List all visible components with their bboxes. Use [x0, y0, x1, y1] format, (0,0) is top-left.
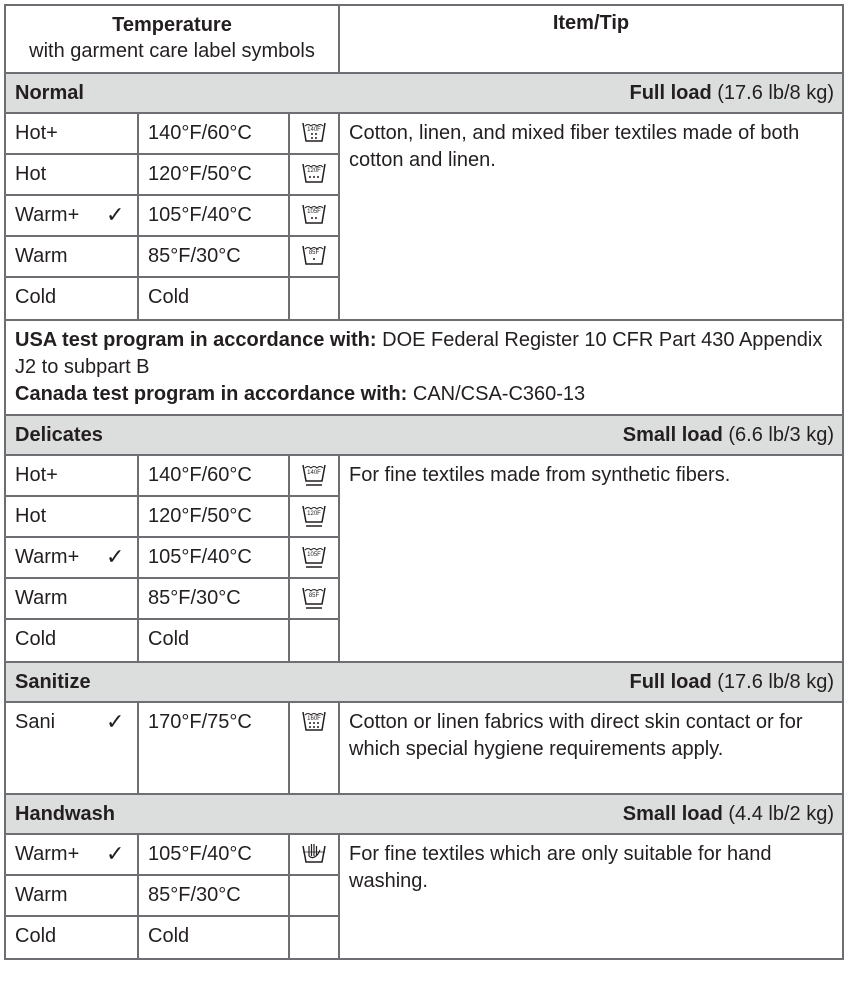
temp-value: 105°F/40°C: [139, 835, 290, 874]
temp-value: 85°F/30°C: [139, 579, 290, 618]
table-header: [6, 6, 842, 74]
program-tip: For fine textiles made from synthetic fibers.: [349, 464, 731, 486]
svg-text:160F: 160F: [307, 716, 321, 722]
temp-value: 105°F/40°C: [139, 538, 290, 577]
setting-label: Cold: [15, 628, 57, 650]
program-tip: For fine textiles which are only suitable for hand washing.: [349, 843, 772, 892]
load-label: Full load: [629, 81, 712, 104]
program-name: Normal: [15, 81, 84, 104]
wash-gentle-85f-icon: [301, 584, 327, 610]
program-rows-normal: [6, 114, 842, 321]
section-sanitize: [6, 663, 842, 703]
temp-value: 140°F/60°C: [139, 456, 290, 495]
wash-85f-icon: [301, 242, 327, 268]
wash-gentle-120f-icon: [301, 502, 327, 528]
temp-value: 85°F/30°C: [139, 237, 290, 276]
program-tip: Cotton, linen, and mixed fiber textiles made of both cotton and linen.: [349, 122, 800, 171]
section-handwash: [6, 795, 842, 835]
table-row: [6, 278, 338, 319]
load-info: [629, 82, 834, 105]
wash-160f-icon: [301, 708, 327, 734]
checkmark-icon: ✓: [106, 709, 125, 734]
svg-text:140F: 140F: [307, 127, 321, 133]
table-row: [6, 620, 338, 661]
table-row: [6, 114, 338, 155]
table-row: [6, 237, 338, 278]
table-row: [6, 835, 338, 876]
svg-text:140F: 140F: [307, 470, 321, 476]
canada-label: Canada test program in accordance with:: [15, 383, 408, 405]
temp-value: 120°F/50°C: [139, 497, 290, 536]
table-row: [6, 703, 338, 793]
temp-value: Cold: [139, 278, 290, 319]
load-info: [623, 803, 834, 826]
setting-label: Warm+: [15, 204, 80, 226]
item-tip-header: Item/Tip: [552, 12, 630, 34]
program-name: Delicates: [15, 423, 103, 446]
setting-label: Cold: [15, 286, 57, 308]
setting-label: Warm: [15, 587, 68, 609]
hand-wash-icon: [301, 840, 327, 866]
setting-label: Warm: [15, 245, 68, 267]
temperature-header: [6, 6, 340, 72]
setting-label: Warm+: [15, 843, 80, 865]
program-tip: Cotton or linen fabrics with direct skin contact or for which special hygiene requirements apply.: [349, 711, 803, 760]
setting-label: Cold: [15, 925, 57, 947]
setting-label: Hot: [15, 505, 47, 527]
checkmark-icon: ✓: [106, 202, 125, 227]
svg-text:85F: 85F: [308, 593, 320, 599]
program-name: Handwash: [15, 802, 116, 825]
setting-label: Sani: [15, 711, 56, 733]
wash-120f-icon: [301, 160, 327, 186]
table-row: [6, 196, 338, 237]
table-row: [6, 155, 338, 196]
wash-140f-icon: [301, 119, 327, 145]
temp-value: 140°F/60°C: [139, 114, 290, 153]
table-row: [6, 917, 338, 958]
setting-label: Hot: [15, 163, 47, 185]
table-row: [6, 579, 338, 620]
load-value: (17.6 lb/8 kg): [717, 81, 834, 104]
load-value: (6.6 lb/3 kg): [728, 423, 834, 446]
usa-label: USA test program in accordance with:: [15, 329, 377, 351]
setting-label: Warm+: [15, 546, 80, 568]
program-rows-sanitize: [6, 703, 842, 795]
load-label: Small load: [622, 423, 723, 446]
setting-label: Warm: [15, 884, 68, 906]
load-value: (4.4 lb/2 kg): [728, 802, 834, 825]
program-name: Sanitize: [15, 670, 91, 693]
load-label: Small load: [622, 802, 723, 825]
temp-value: 85°F/30°C: [139, 876, 290, 915]
setting-label: Hot+: [15, 122, 58, 144]
checkmark-icon: ✓: [106, 841, 125, 866]
temp-value: 105°F/40°C: [139, 196, 290, 235]
temp-value: 170°F/75°C: [139, 703, 290, 793]
svg-text:120F: 120F: [307, 511, 321, 517]
temp-value: Cold: [139, 917, 290, 958]
temp-value: Cold: [139, 620, 290, 661]
temperature-title: Temperature: [112, 14, 232, 36]
table-row: [6, 497, 338, 538]
wash-105f-icon: [301, 201, 327, 227]
load-value: (17.6 lb/8 kg): [717, 670, 834, 693]
section-delicates: [6, 416, 842, 456]
load-label: Full load: [629, 670, 712, 693]
load-info: [623, 424, 834, 447]
svg-text:105F: 105F: [307, 209, 321, 215]
svg-text:105F: 105F: [307, 552, 321, 558]
table-row: [6, 876, 338, 917]
temp-value: 120°F/50°C: [139, 155, 290, 194]
test-program-note: [6, 321, 842, 416]
table-row: [6, 538, 338, 579]
wash-gentle-140f-icon: [301, 461, 327, 487]
checkmark-icon: ✓: [106, 544, 125, 569]
svg-text:120F: 120F: [307, 168, 321, 174]
wash-program-table: [4, 4, 844, 960]
section-normal: [6, 74, 842, 114]
program-rows-handwash: [6, 835, 842, 958]
canada-value: CAN/CSA-C360-13: [412, 383, 586, 405]
setting-label: Hot+: [15, 464, 58, 486]
usa-value: DOE Federal Register 10 CFR Part 430 Appendix J2 to subpart B: [15, 329, 823, 378]
table-row: [6, 456, 338, 497]
program-rows-delicates: [6, 456, 842, 663]
temperature-subtitle: with garment care label symbols: [29, 40, 315, 62]
svg-text:85F: 85F: [308, 250, 320, 256]
load-info: [629, 671, 834, 694]
wash-gentle-105f-icon: [301, 543, 327, 569]
